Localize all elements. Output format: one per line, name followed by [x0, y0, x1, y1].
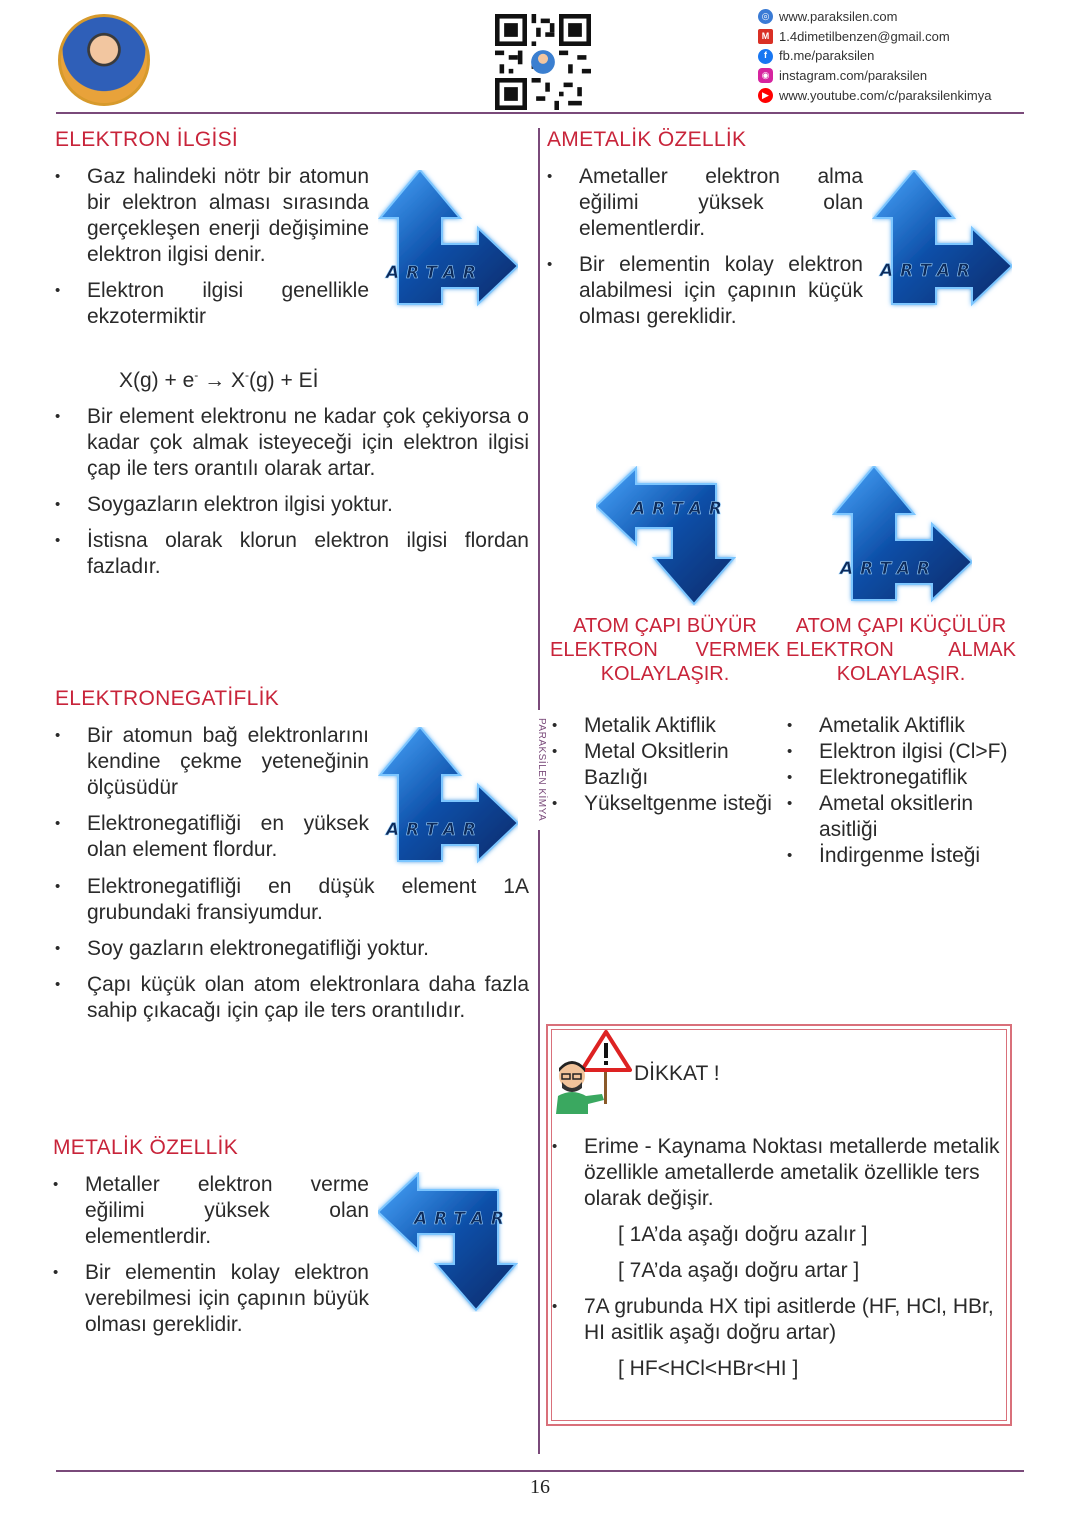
- list-item: • Ametalik Aktiflik: [785, 713, 1021, 739]
- svg-text:ARTAR: ARTAR: [386, 263, 484, 283]
- contact-website[interactable]: ◎ www.paraksilen.com: [758, 7, 991, 27]
- list-subitem: [ HF<HCl<HBr<HI ]: [618, 1357, 799, 1380]
- list-item: • Ametal oksitlerin asitliği: [785, 791, 1021, 843]
- trend-arrow-left-down: [378, 1172, 518, 1312]
- elektron-ilgisi-list-2: [55, 404, 529, 590]
- list-item: • Metalik Aktiflik: [550, 713, 778, 739]
- page-number: 16: [530, 1476, 550, 1498]
- svg-text:ARTAR: ARTAR: [414, 1209, 512, 1229]
- metalik-list: [53, 1172, 369, 1348]
- svg-text:ARTAR: ARTAR: [632, 499, 730, 519]
- list-item: • Metal Oksitlerin Bazlığı: [550, 739, 778, 791]
- ametalik-list: [547, 164, 863, 340]
- list-item: • Elektronegatifliği en yüksek olan element flordur.: [55, 811, 369, 863]
- contact-youtube[interactable]: ▶ www.youtube.com/c/paraksilenkimya: [758, 86, 991, 106]
- contact-facebook[interactable]: f fb.me/paraksilen: [758, 46, 991, 66]
- qr-code: [494, 14, 592, 110]
- elektron-ilgisi-list: [55, 164, 369, 340]
- list-item: • 7A grubunda HX tipi asitlerde (HF, HCl, HBr, HI asitlik aşağı doğru artar): [552, 1294, 1007, 1346]
- trend-caption-right: ATOM ÇAPI KÜÇÜLÜR ELEKTRON ALMAK KOLAYLAŞIR.: [786, 615, 1016, 685]
- list-item: • İstisna olarak klorun elektron ilgisi flordan fazladır.: [55, 528, 529, 580]
- ametalik-title: AMETALİK ÖZELLİK: [547, 128, 747, 151]
- list-item: • Soy gazların elektronegatifliği yoktur.: [55, 936, 529, 962]
- list-item: • Bir element elektronu ne kadar çok çekiyorsa o kadar çok almak isteyeceği için elektron ilgisi çap ile ters orantılı olarak artar.: [55, 404, 529, 482]
- warning-character-icon: [552, 1030, 632, 1114]
- author-avatar: [58, 14, 150, 106]
- side-label: PARAKSİLEN KİMYA: [531, 710, 547, 830]
- warning-title: DİKKAT !: [634, 1062, 720, 1085]
- trend-arrow-up-right: [378, 170, 518, 310]
- list-item: • Erime - Kaynama Noktası metallerde metalik özellikle ametallerde ametalik özellikle ters olarak değişir.: [552, 1134, 1007, 1212]
- instagram-icon: ◉: [758, 68, 773, 83]
- list-item: • Yükseltgenme isteği: [550, 791, 778, 817]
- list-item: • İndirgenme İsteği: [785, 843, 1021, 869]
- contact-list: [758, 7, 991, 106]
- electron-affinity-equation: X(g) + e- → X-(g) + Eİ: [119, 368, 319, 392]
- trend-arrow-up-right: [872, 170, 1012, 310]
- trend-arrow-up-right: [832, 466, 972, 606]
- svg-text:ARTAR: ARTAR: [840, 559, 938, 579]
- gmail-icon: M: [758, 29, 773, 44]
- facebook-icon: f: [758, 49, 773, 64]
- footer-divider: [56, 1470, 1024, 1472]
- list-item: • Elektronegatiflik: [785, 765, 1021, 791]
- globe-icon: ◎: [758, 9, 773, 24]
- trend-caption-left: ATOM ÇAPI BÜYÜR ELEKTRON VERMEK KOLAYLAŞIR.: [550, 615, 780, 685]
- list-item: • Çapı küçük olan atom elektronlara daha fazla sahip çıkacağı için çap ile ters orantılıdır.: [55, 972, 529, 1024]
- nonmetallic-properties-list: [785, 713, 1021, 869]
- trend-arrow-up-right: [378, 727, 518, 867]
- list-item: • Bir atomun bağ elektronlarını kendine çekme yeteneğinin ölçüsüdür: [55, 723, 369, 801]
- elektron-ilgisi-title: ELEKTRON İLGİSİ: [55, 128, 239, 151]
- svg-text:ARTAR: ARTAR: [880, 261, 978, 281]
- list-item: • Elektron ilgisi (Cl>F): [785, 739, 1021, 765]
- elektronegatiflik-list: [55, 723, 369, 873]
- svg-text:ARTAR: ARTAR: [386, 820, 484, 840]
- metallic-properties-list: [550, 713, 778, 817]
- contact-instagram[interactable]: ◉ instagram.com/paraksilen: [758, 66, 991, 86]
- list-item: • Metaller elektron verme eğilimi yüksek olan elementlerdir.: [53, 1172, 369, 1250]
- list-item: • Gaz halindeki nötr bir atomun bir elektron alması sırasında gerçekleşen enerji değişimine elektron ilgisi denir.: [55, 164, 369, 268]
- list-item: • Bir elementin kolay elektron verebilmesi için çapının büyük olması gereklidir.: [53, 1260, 369, 1338]
- list-item: • Elektronegatifliği en düşük element 1A grubundaki fransiyumdur.: [55, 874, 529, 926]
- list-item: • Soygazların elektron ilgisi yoktur.: [55, 492, 529, 518]
- elektronegatiflik-list-2: [55, 874, 529, 1034]
- warning-list: [552, 1134, 1007, 1392]
- list-item: • Ametaller elektron alma eğilimi yüksek olan elementlerdir.: [547, 164, 863, 242]
- contact-email[interactable]: M 1.4dimetilbenzen@gmail.com: [758, 27, 991, 47]
- header-divider: [56, 112, 1024, 114]
- metalik-title: METALİK ÖZELLİK: [53, 1136, 238, 1159]
- youtube-icon: ▶: [758, 88, 773, 103]
- list-item: • Elektron ilgisi genellikle ekzotermiktir: [55, 278, 369, 330]
- list-subitem: [ 1A’da aşağı doğru azalır ]: [618, 1223, 868, 1246]
- list-subitem: [ 7A’da aşağı doğru artar ]: [618, 1259, 860, 1282]
- elektronegatiflik-title: ELEKTRONEGATİFLİK: [55, 687, 280, 710]
- trend-arrow-left-down: [596, 466, 736, 606]
- list-item: • Bir elementin kolay elektron alabilmesi için çapının küçük olması gereklidir.: [547, 252, 863, 330]
